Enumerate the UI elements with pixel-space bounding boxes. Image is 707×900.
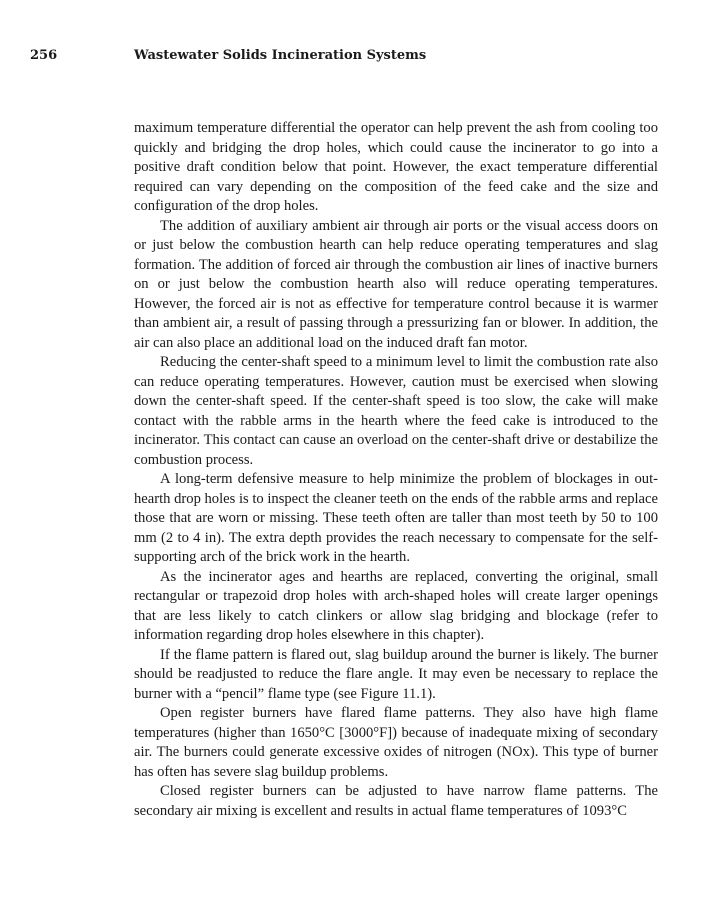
page-number: 256 bbox=[30, 48, 58, 63]
body-text bbox=[134, 119, 658, 821]
running-head bbox=[30, 48, 667, 70]
running-title: Wastewater Solids Incineration Systems bbox=[134, 48, 427, 63]
paragraph-5: As the incinerator ages and hearths are replaced, converting the original, small rectangular or trapezoid drop holes with arch-shaped holes will create larger openings that are less likely to catch clinkers or allow slag bridging and blockage (refer to information regarding drop holes elsewhere in this chapter). bbox=[134, 568, 658, 643]
paragraph-8: Closed register burners can be adjusted to have narrow flame patterns. The secondary air mixing is excellent and results in actual flame temperatures of 1093°C bbox=[134, 783, 658, 819]
paragraph-1: maximum temperature differential the operator can help prevent the ash from cooling too quickly and bridging the drop holes, which could cause the incinerator to go into a positive draft condition below that point. However, the exact temperature differential required can vary depending on the composition of the feed cake and the size and configuration of the drop holes. bbox=[134, 120, 658, 214]
paragraph-3: Reducing the center-shaft speed to a minimum level to limit the combustion rate also can reduce operating temperatures. However, caution must be exercised when slowing down the center-shaft speed. If the center-shaft speed is too slow, the cake will make contact with the rabble arms in the hearth where the feed cake is introduced to the incinerator. This contact can cause an overload on the center-shaft drive or destabilize the combustion process. bbox=[134, 354, 658, 468]
paragraph-6: If the flame pattern is flared out, slag buildup around the burner is likely. The burner should be readjusted to reduce the flare angle. It may even be necessary to replace the burner with a “pencil” flame type (see Figure 11.1). bbox=[134, 646, 658, 702]
paragraph-2: The addition of auxiliary ambient air through air ports or the visual access doors on or just below the combustion hearth can help reduce operating temperatures and slag formation. The addition of forced air through the combustion air lines of inactive burners on or just below the combustion hearth also will reduce operating temperatures. However, the forced air is not as effective for temperature control because it is warmer than ambient air, a result of passing through a pressurizing fan or blower. In addition, the air can also place an additional load on the induced draft fan motor. bbox=[134, 217, 658, 351]
paragraph-7: Open register burners have flared flame patterns. They also have high flame temperatures (higher than 1650°C [3000°F]) because of inadequate mixing of secondary air. The burners could generate excessive oxides of nitrogen (NOx). This type of burner has often has severe slag buildup problems. bbox=[134, 705, 658, 780]
paragraph-4: A long-term defensive measure to help minimize the problem of blockages in out-hearth drop holes is to inspect the cleaner teeth on the ends of the rabble arms and replace those that are worn or missing. These teeth often are taller than most teeth by 50 to 100 mm (2 to 4 in). The extra depth provides the reach necessary to compensate for the self-supporting arch of the brick work in the hearth. bbox=[134, 471, 658, 565]
